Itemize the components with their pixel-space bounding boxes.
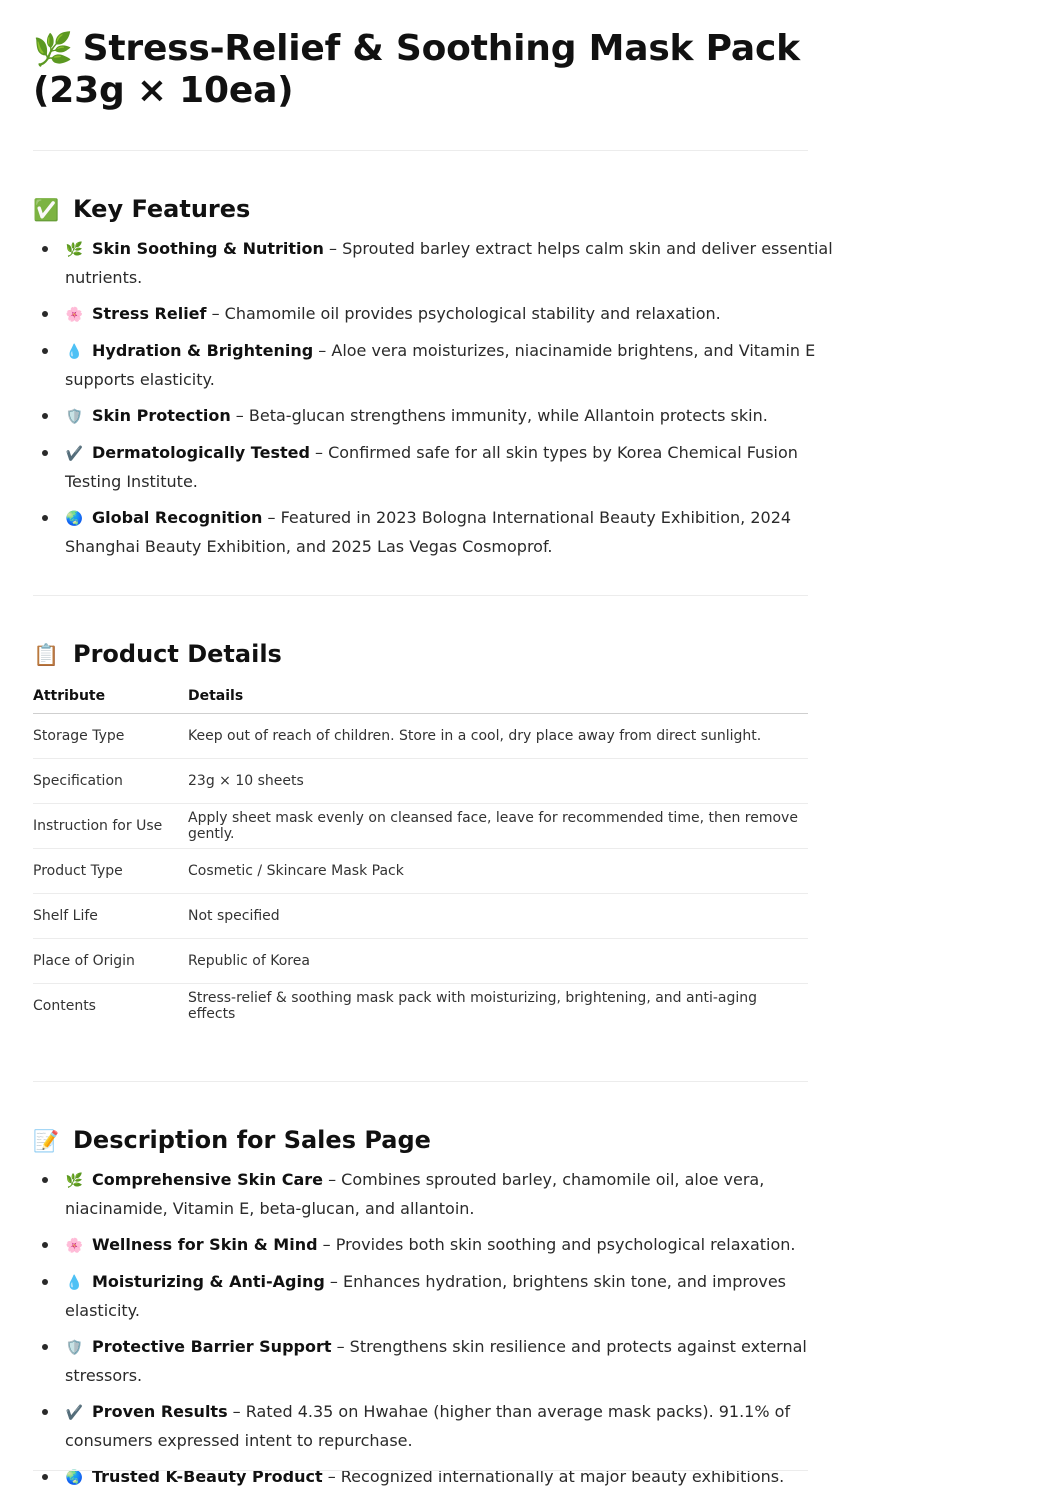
check-mark-icon: ✔️ (65, 446, 84, 462)
check-mark-icon: ✔️ (65, 1405, 84, 1421)
list-item (65, 504, 835, 561)
attribute-cell: Instruction for Use (33, 804, 188, 849)
attribute-cell: Product Type (33, 849, 188, 894)
description-label: Comprehensive Skin Care (92, 1170, 323, 1189)
details-cell: Stress-relief & soothing mask pack with moisturizing, brightening, and anti-aging effects (188, 990, 758, 1022)
feature-text: – Beta-glucan strengthens immunity, while Allantoin protects skin. (230, 406, 768, 425)
list-item (65, 1231, 835, 1260)
sales-description-heading-text: Description for Sales Page (73, 1126, 431, 1154)
list-item (65, 337, 835, 394)
description-text: – Combines sprouted barley, chamomile oil, aloe vera, niacinamide, Vitamin E, beta-glucan, and allantoin. (65, 1170, 765, 1218)
feature-text: – Confirmed safe for all skin types by Korea Chemical Fusion Testing Institute. (65, 443, 798, 491)
divider (33, 1470, 808, 1471)
table-row (33, 714, 808, 759)
droplet-icon: 💧 (65, 1275, 84, 1291)
feature-text: – Sprouted barley extract helps calm skin and deliver essential nutrients. (65, 239, 833, 287)
list-item (65, 1463, 835, 1492)
list-item (65, 1398, 835, 1455)
description-label: Moisturizing & Anti-Aging (92, 1272, 325, 1291)
list-item (65, 1268, 835, 1325)
details-cell: Apply sheet mask evenly on cleansed face, leave for recommended time, then remove gently. (188, 804, 808, 849)
key-features-list (33, 235, 835, 569)
clipboard-icon: 📋 (33, 643, 60, 667)
flower-icon: 🌸 (65, 1238, 84, 1254)
globe-icon: 🌏 (65, 1470, 84, 1486)
divider (33, 150, 808, 151)
feature-text: – Chamomile oil provides psychological stability and relaxation. (206, 304, 721, 323)
description-text: – Rated 4.35 on Hwahae (higher than average mask packs). 91.1% of consumers expressed intent to repurchase. (65, 1402, 791, 1450)
page-title (33, 28, 808, 111)
attribute-cell: Shelf Life (33, 894, 188, 939)
table-header-row (33, 686, 808, 714)
feature-label: Dermatologically Tested (92, 443, 310, 462)
description-label: Wellness for Skin & Mind (92, 1235, 318, 1254)
check-box-icon: ✅ (33, 198, 60, 222)
details-cell: 23g × 10 sheets (188, 759, 808, 804)
globe-icon: 🌏 (65, 511, 84, 527)
product-details-table (33, 686, 808, 1028)
table-row (33, 939, 808, 984)
description-text: – Recognized internationally at major beauty exhibitions. (322, 1467, 785, 1486)
product-details-heading-text: Product Details (73, 640, 282, 668)
list-item (65, 235, 835, 292)
shield-icon: 🛡️ (65, 409, 84, 425)
attribute-cell: Storage Type (33, 714, 188, 759)
list-item (65, 1333, 835, 1390)
feature-label: Skin Protection (92, 406, 231, 425)
details-cell: Republic of Korea (188, 939, 808, 984)
feature-label: Hydration & Brightening (92, 341, 314, 360)
herb-icon: 🌿 (65, 242, 84, 258)
description-label: Protective Barrier Support (92, 1337, 332, 1356)
droplet-icon: 💧 (65, 344, 84, 360)
list-item (65, 402, 835, 431)
table-row (33, 984, 808, 1029)
list-item (65, 439, 835, 496)
divider (33, 595, 808, 596)
column-header-attribute: Attribute (33, 686, 188, 714)
list-item (65, 1166, 835, 1223)
divider (33, 1081, 808, 1082)
table-row (33, 894, 808, 939)
flower-icon: 🌸 (65, 307, 84, 323)
table-row (33, 759, 808, 804)
description-text: – Provides both skin soothing and psychological relaxation. (317, 1235, 796, 1254)
key-features-heading-text: Key Features (73, 195, 251, 223)
sales-description-heading (33, 1125, 431, 1156)
key-features-heading (33, 194, 250, 225)
page-title-text: Stress-Relief & Soothing Mask Pack (23g × 10ea) (33, 28, 800, 111)
description-text: – Enhances hydration, brightens skin tone, and improves elasticity. (65, 1272, 787, 1320)
column-header-details: Details (188, 686, 808, 714)
feature-label: Global Recognition (92, 508, 263, 527)
description-label: Trusted K-Beauty Product (92, 1467, 323, 1486)
shield-icon: 🛡️ (65, 1340, 84, 1356)
list-item (65, 300, 835, 329)
details-cell: Cosmetic / Skincare Mask Pack (188, 849, 808, 894)
attribute-cell: Place of Origin (33, 939, 188, 984)
feature-text: – Aloe vera moisturizes, niacinamide brightens, and Vitamin E supports elasticity. (65, 341, 816, 389)
memo-icon: 📝 (33, 1129, 60, 1153)
details-cell: Keep out of reach of children. Store in a cool, dry place away from direct sunlight. (188, 714, 808, 759)
attribute-cell: Contents (33, 998, 96, 1014)
herb-icon: 🌿 (65, 1173, 84, 1189)
table-row (33, 849, 808, 894)
attribute-cell: Specification (33, 759, 188, 804)
product-details-heading (33, 639, 282, 670)
feature-label: Skin Soothing & Nutrition (92, 239, 324, 258)
feature-label: Stress Relief (92, 304, 207, 323)
description-label: Proven Results (92, 1402, 228, 1421)
table-row (33, 804, 808, 849)
herb-icon: 🌿 (33, 30, 73, 68)
description-text: – Strengthens skin resilience and protects against external stressors. (65, 1337, 807, 1385)
feature-text: – Featured in 2023 Bologna International Beauty Exhibition, 2024 Shanghai Beauty Exhibition, and 2025 Las Vegas Cosmoprof. (65, 508, 792, 556)
details-cell: Not specified (188, 894, 808, 939)
sales-description-list (33, 1166, 835, 1500)
